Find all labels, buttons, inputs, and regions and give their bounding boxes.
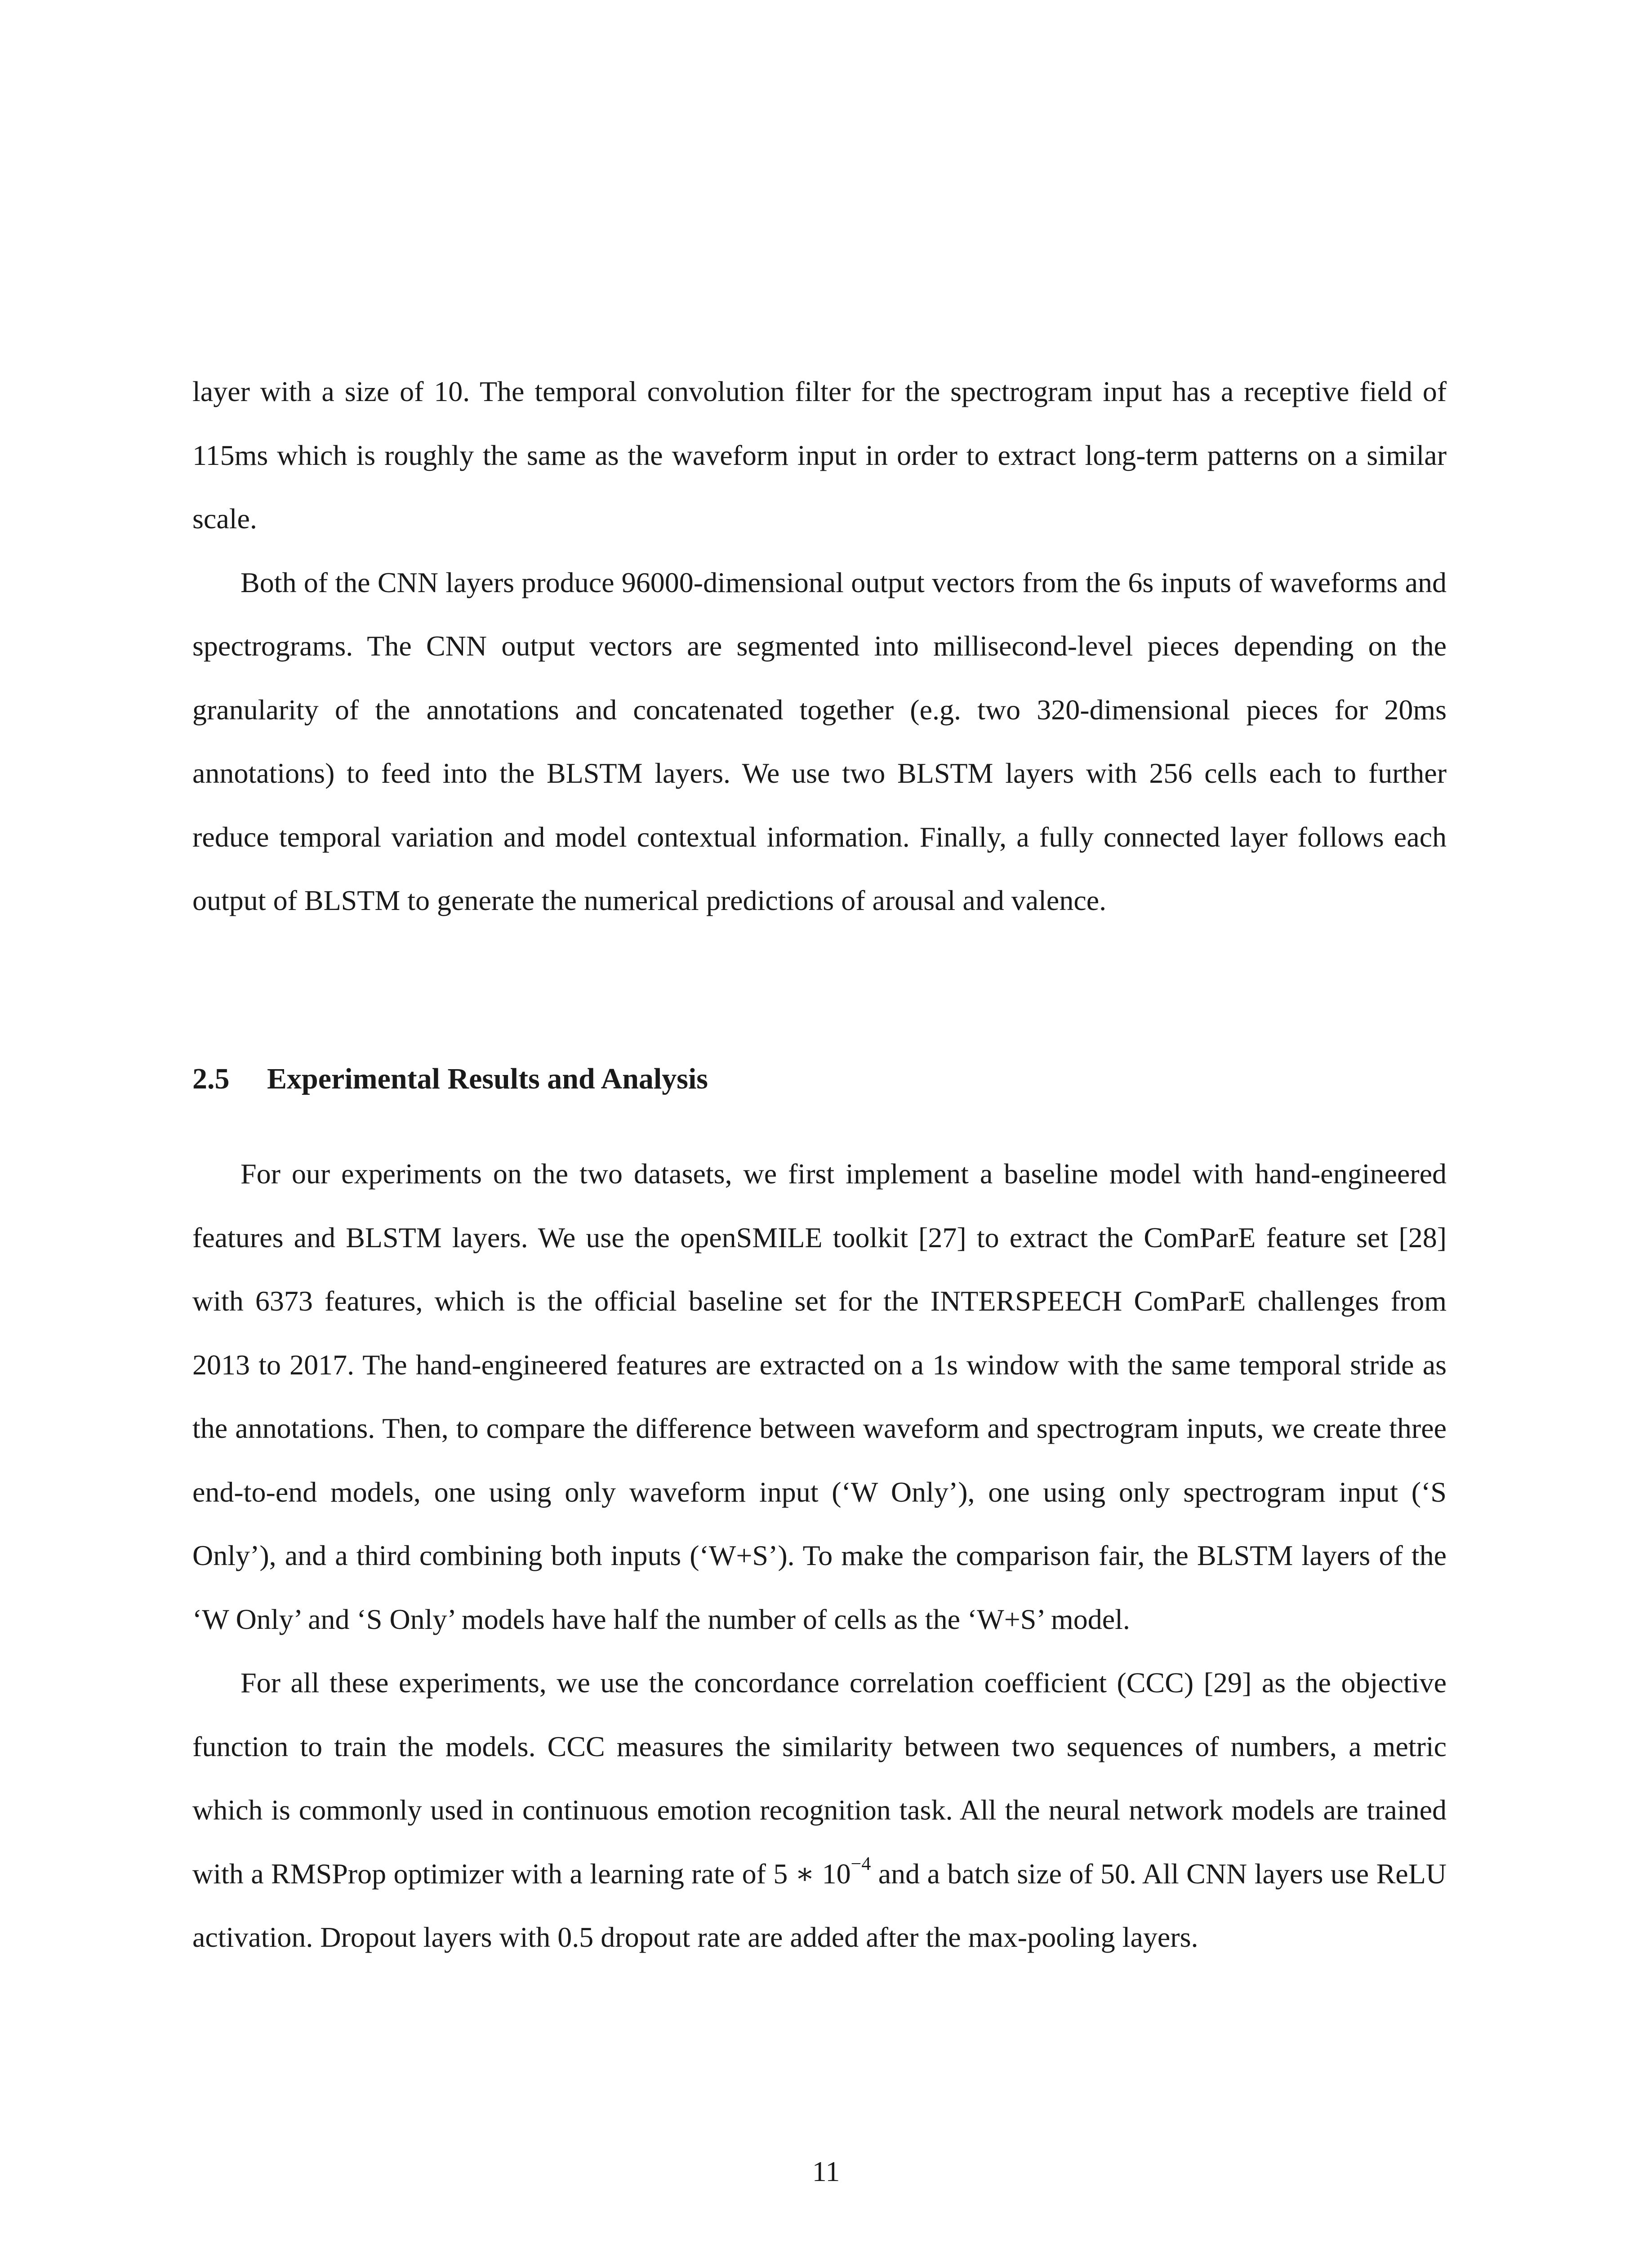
page-number: 11 <box>812 2155 840 2187</box>
section-heading <box>192 1059 708 1099</box>
body-text-top <box>192 360 1447 932</box>
paragraph-training-part2: and a batch size of 50. All CNN layers use ReLU activation. Dropout layers with 0.5 dropout rate are added after the max-pooling layers. <box>192 1857 1447 1953</box>
learning-rate-exponent: −4 <box>850 1853 871 1874</box>
section-number: 2.5 <box>192 1062 230 1095</box>
paragraph-cnn-output: Both of the CNN layers produce 96000-dimensional output vectors from the 6s inputs of waveforms and spectrograms. The CNN output vectors are segmented into millisecond-level pieces depending on the granularity of the annotations and concatenated together (e.g. two 320-dimensional pieces for 20ms annotations) to feed into the BLSTM layers. We use two BLSTM layers with 256 cells each to further reduce temporal variation and model contextual information. Finally, a fully connected layer follows each output of BLSTM to generate the numerical predictions of arousal and valence. <box>192 566 1447 916</box>
paragraph-experiments: For our experiments on the two datasets, we first implement a baseline model with hand-engineered features and BLSTM layers. We use the openSMILE toolkit [27] to extract the ComParE feature set [28] with 6373 features, which is the official baseline set for the INTERSPEECH ComParE challenges from 2013 to 2017. The hand-engineered features are extracted on a 1s window with the same temporal stride as the annotations. Then, to compare the difference between waveform and spectrogram inputs, we create three end-to-end models, one using only waveform input (‘W Only’), one using only spectrogram input (‘S Only’), and a third combining both inputs (‘W+S’). To make the comparison fair, the BLSTM layers of the ‘W Only’ and ‘S Only’ models have half the number of cells as the ‘W+S’ model. <box>192 1158 1447 1635</box>
body-text-bottom <box>192 1142 1447 1969</box>
section-title: Experimental Results and Analysis <box>267 1062 708 1095</box>
paragraph-continued: layer with a size of 10. The temporal convolution filter for the spectrogram input has a receptive field of 115ms which is roughly the same as the waveform input in order to extract long-term patterns on a similar scale. <box>192 375 1447 535</box>
paragraph-training-part1: For all these experiments, we use the concordance correlation coefficient (CCC) [29] as the objective function to train the models. CCC measures the similarity between two sequences of numbers, a metric which is commonly used in continuous emotion recognition task. All the neural network models are trained with a RMSProp optimizer with a learning rate of 5 ∗ 10 <box>192 1667 1447 1890</box>
paragraph-training <box>192 1651 1447 1969</box>
